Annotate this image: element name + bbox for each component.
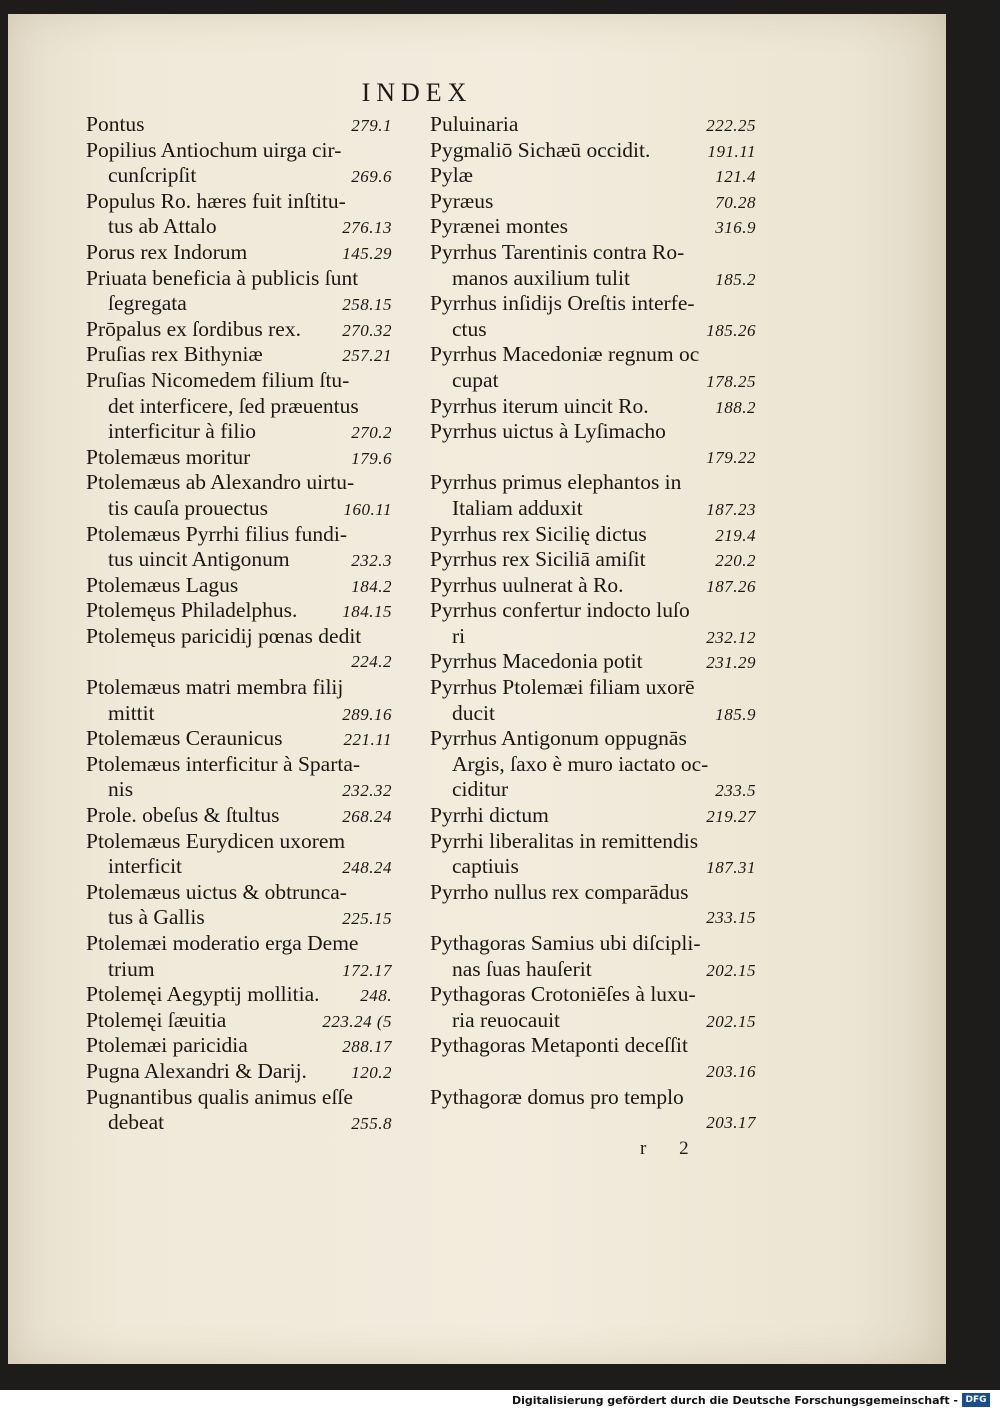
page-reference: 257.21 (342, 346, 392, 366)
entry-text-line: Ptolemæus uictus & obtrunca- (86, 879, 347, 904)
page-reference: 220.2 (715, 551, 756, 571)
entry-text: ri (452, 623, 466, 648)
entry-last-line (430, 138, 756, 164)
entry-last-line (86, 777, 392, 803)
index-entry (86, 803, 392, 829)
entry-last-line (430, 163, 756, 189)
index-entry (430, 982, 756, 1033)
entry-last-line (430, 649, 756, 675)
page-reference: 202.15 (706, 960, 756, 980)
entry-text-line: Pyrrhus inſidijs Oreſtis interfe- (430, 291, 695, 316)
page-reference: 224.2 (351, 652, 392, 672)
index-entry (86, 189, 392, 240)
footer-credit: Digitalisierung gefördert durch die Deutsche Forschungsgemeinschaft - (511, 1394, 958, 1407)
index-entry (86, 982, 392, 1008)
entry-text: manos auxilium tulit (452, 265, 630, 290)
entry-last-line (430, 317, 756, 343)
entry-text: Pyrænei montes (430, 214, 568, 239)
entry-text-line: Priuata beneficia à publicis ſunt (86, 265, 359, 290)
entry-text-line: Pythagoras Samius ubi diſcipli- (430, 931, 701, 955)
entry-last-line (430, 189, 756, 215)
index-entry (86, 266, 392, 317)
page-reference: 270.2 (351, 423, 392, 443)
entry-text: ducit (452, 700, 495, 725)
signature-mark: r 2 (640, 1138, 703, 1159)
entry-text: ciditur (452, 777, 509, 802)
entry-last-line (86, 573, 392, 599)
index-entry (430, 419, 756, 470)
index-entry (430, 189, 756, 215)
entry-last-line (86, 496, 392, 522)
entry-text: Italiam adduxit (452, 495, 583, 520)
entry-text-line: det interficere, ſed præuentus (108, 393, 359, 418)
entry-last-line (430, 701, 756, 727)
index-entry (86, 829, 392, 880)
entry-last-line (86, 598, 392, 624)
index-entry (430, 214, 756, 240)
index-entry (430, 112, 756, 138)
page-reference: 288.17 (342, 1037, 392, 1057)
index-entry (86, 368, 392, 445)
page-reference: 178.25 (706, 371, 756, 391)
entry-last-line (86, 240, 392, 266)
entry-text: cunſcripſit (108, 163, 197, 188)
entry-text: Pyrrhus iterum uincit Ro. (430, 393, 649, 418)
entry-last-line (86, 163, 392, 189)
page-reference: 276.13 (342, 218, 392, 238)
entry-text: trium (108, 956, 155, 981)
entry-text: ria reuocauit (452, 1007, 561, 1032)
index-entry (430, 829, 756, 880)
index-entry (86, 138, 392, 189)
index-entry (430, 394, 756, 420)
index-entry (430, 1033, 756, 1084)
entry-text: tus uincit Antigonum (108, 547, 290, 572)
entry-text: Pyrrhus uulnerat à Ro. (430, 572, 624, 597)
page-reference: 184.15 (342, 602, 392, 622)
entry-last-line (86, 957, 392, 983)
entry-last-line (430, 854, 756, 880)
page-reference: 232.32 (342, 781, 392, 801)
index-entry (430, 291, 756, 342)
index-entry (430, 240, 756, 291)
entry-last-line (430, 1110, 756, 1136)
index-entry (430, 342, 756, 393)
page-reference: 219.4 (715, 525, 756, 545)
entry-text: tus ab Attalo (108, 214, 217, 239)
entry-last-line (430, 445, 756, 471)
page-reference: 269.6 (351, 167, 392, 187)
index-entry (430, 163, 756, 189)
entry-last-line (430, 1059, 756, 1085)
page-reference: 179.22 (706, 447, 756, 467)
entry-last-line (430, 266, 756, 292)
entry-text-line: Ptolemæus interficitur à Sparta- (86, 751, 361, 776)
page-reference: 255.8 (351, 1114, 392, 1134)
index-entry (86, 240, 392, 266)
entry-text: Ptolemęi Aegyptij mollitia. (86, 982, 320, 1007)
entry-last-line (430, 214, 756, 240)
entry-text: Ptolemęus Philadelphus. (86, 598, 298, 623)
entry-last-line (86, 803, 392, 829)
entry-last-line (86, 1110, 392, 1136)
entry-last-line (86, 342, 392, 368)
page-reference: 231.29 (706, 653, 756, 673)
entry-text: cupat (452, 367, 499, 392)
entry-last-line (430, 368, 756, 394)
page-reference: 268.24 (342, 807, 392, 827)
entry-last-line (430, 1008, 756, 1034)
entry-last-line (430, 394, 756, 420)
index-entry (86, 752, 392, 803)
page-reference: 202.15 (706, 1011, 756, 1031)
entry-last-line (86, 112, 392, 138)
page-reference: 184.2 (351, 576, 392, 596)
entry-text: Pyrrhus Macedonia potit (430, 649, 643, 674)
page-reference: 187.31 (706, 858, 756, 878)
entry-text-line: Popilius Antiochum uirga cir- (86, 137, 342, 162)
page-reference: 188.2 (715, 397, 756, 417)
entry-text: Pontus (86, 112, 145, 136)
page-reference: 179.6 (351, 448, 392, 468)
entry-last-line (86, 905, 392, 931)
entry-last-line (430, 905, 756, 931)
entry-last-line (86, 1033, 392, 1059)
page-reference: 160.11 (343, 499, 392, 519)
entry-text: interficit (108, 854, 183, 879)
entry-text-line: Ptolemæus Eurydicen uxorem (86, 828, 346, 853)
index-entry (86, 342, 392, 368)
entry-last-line (430, 573, 756, 599)
entry-last-line (430, 547, 756, 573)
entry-last-line (86, 701, 392, 727)
entry-text: Pyrrhus rex Sicilię dictus (430, 521, 647, 546)
page-header: INDEX (361, 78, 473, 107)
entry-text: Porus rex Indorum (86, 239, 248, 264)
index-entry (86, 1033, 392, 1059)
entry-text: Prōpalus ex ſordibus rex. (86, 316, 301, 341)
page-reference: 316.9 (715, 218, 756, 238)
index-entry (86, 522, 392, 573)
page-reference: 185.26 (706, 320, 756, 340)
entry-last-line (86, 547, 392, 573)
entry-last-line (86, 214, 392, 240)
entry-text-line: Ptolemæi moderatio erga Deme (86, 931, 359, 955)
entry-text: debeat (108, 1110, 165, 1135)
entry-text: Prole. obeſus & ſtultus (86, 803, 280, 828)
entry-text: Ptolemæus Lagus (86, 572, 239, 597)
entry-text-line: Pythagoras Crotoniēſes à luxu- (430, 982, 696, 1007)
index-entry (430, 598, 756, 649)
index-entry (86, 317, 392, 343)
dfg-logo: DFG (962, 1393, 990, 1407)
entry-last-line (430, 957, 756, 983)
page-reference: 203.17 (706, 1113, 756, 1133)
entry-text-line: Ptolemæus ab Alexandro uirtu- (86, 470, 355, 495)
entry-text: Ptolemęi ſæuitia (86, 1007, 227, 1032)
entry-text: ſegregata (108, 291, 187, 316)
index-entry (430, 675, 756, 726)
page-reference: 248.24 (342, 858, 392, 878)
page-reference: 185.2 (715, 269, 756, 289)
entry-last-line (86, 1008, 392, 1034)
page-reference: 289.16 (342, 704, 392, 724)
page-reference: 232.3 (351, 551, 392, 571)
entry-text-line: Pyrrhi liberalitas in remittendis (430, 828, 699, 853)
index-entry (86, 598, 392, 624)
entry-text-line: Pruſias Nicomedem filium ſtu- (86, 367, 350, 392)
entry-last-line (430, 803, 756, 829)
index-entry (430, 470, 756, 521)
entry-text: Pugna Alexandri & Darij. (86, 1058, 307, 1083)
page-reference: 145.29 (342, 243, 392, 263)
index-entry (86, 624, 392, 675)
entry-last-line (86, 982, 392, 1008)
entry-text-line: Pyrrhus confertur indocto luſo (430, 598, 690, 623)
entry-last-line (86, 445, 392, 471)
page-reference: 121.4 (715, 167, 756, 187)
entry-text: Pylæ (430, 163, 474, 188)
entry-text-line: Pyrrho nullus rex comparādus (430, 879, 689, 904)
index-column-right (430, 112, 756, 1136)
page-reference: 185.9 (715, 704, 756, 724)
page-reference: 203.16 (706, 1061, 756, 1081)
index-entry (86, 931, 392, 982)
entry-text-line: Ptolemæus matri membra filij (86, 675, 344, 700)
page-reference: 233.5 (715, 781, 756, 801)
page-reference: 70.28 (715, 192, 756, 212)
entry-last-line (430, 112, 756, 138)
index-entry (86, 573, 392, 599)
entry-text: captiuis (452, 854, 519, 879)
index-entry (86, 675, 392, 726)
index-entry (430, 803, 756, 829)
index-entry (86, 470, 392, 521)
index-entry (430, 573, 756, 599)
entry-text: ctus (452, 316, 487, 341)
index-entry (86, 1085, 392, 1136)
entry-last-line (430, 496, 756, 522)
entry-text-line: Ptolemęus paricidij pœnas dedit (86, 623, 362, 648)
index-entry (86, 726, 392, 752)
footer-bar (0, 1390, 1000, 1411)
page-reference: 222.25 (706, 116, 756, 135)
entry-text: mittit (108, 700, 155, 725)
entry-text-line: Pythagoras Metaponti deceſſit (430, 1033, 688, 1058)
page-reference: 187.23 (706, 499, 756, 519)
entry-last-line (86, 649, 392, 675)
entry-text: Puluinaria (430, 112, 519, 136)
entry-text-line: Pythagoræ domus pro templo (430, 1084, 684, 1109)
entry-text-line: Pyrrhus primus elephantos in (430, 470, 682, 495)
page-reference: 258.15 (342, 295, 392, 315)
index-entry (430, 522, 756, 548)
entry-last-line (430, 522, 756, 548)
entry-text-line: Pyrrhus Tarentinis contra Ro- (430, 239, 685, 264)
entry-text-line: Pyrrhus Macedoniæ regnum oc (430, 342, 700, 367)
entry-last-line (86, 317, 392, 343)
index-entry (86, 1059, 392, 1085)
entry-text: Pygmaliō Sichæū occidit. (430, 137, 651, 162)
page-reference: 248. (360, 986, 392, 1006)
entry-text-line: Pyrrhus Ptolemæi filiam uxorē (430, 675, 695, 700)
entry-text-line: Pyrrhus uictus à Lyſimacho (430, 419, 666, 444)
entry-text: Pyrrhi dictum (430, 803, 549, 828)
entry-text: Ptolemæus moritur (86, 444, 251, 469)
page-reference: 187.26 (706, 576, 756, 596)
index-entry (86, 112, 392, 138)
entry-text: Ptolemæi paricidia (86, 1033, 248, 1058)
index-entry (430, 138, 756, 164)
index-entry (430, 1085, 756, 1136)
entry-text-line: Pyrrhus Antigonum oppugnās (430, 726, 687, 751)
entry-last-line (86, 1059, 392, 1085)
entry-text: Pyrrhus rex Siciliā amiſit (430, 547, 646, 572)
index-entry (86, 1008, 392, 1034)
index-entry (430, 726, 756, 803)
entry-text: tis cauſa prouectus (108, 495, 269, 520)
page-reference: 233.15 (706, 908, 756, 928)
entry-text: nas ſuas hauſerit (452, 956, 592, 981)
index-entry (430, 547, 756, 573)
page-reference: 172.17 (342, 960, 392, 980)
page-reference: 223.24 (5 (322, 1011, 392, 1031)
index-entry (430, 880, 756, 931)
entry-text: Pyræus (430, 188, 494, 213)
entry-text: interficitur à filio (108, 419, 257, 444)
page-reference: 191.11 (707, 141, 756, 161)
page-reference: 270.32 (342, 320, 392, 340)
index-entry (86, 445, 392, 471)
page-reference: 232.12 (706, 627, 756, 647)
entry-last-line (86, 291, 392, 317)
entry-text: nis (108, 777, 134, 802)
page-reference: 279.1 (351, 116, 392, 135)
page-reference: 221.11 (343, 730, 392, 750)
index-column-left (86, 112, 392, 1136)
entry-last-line (430, 777, 756, 803)
page-reference: 225.15 (342, 909, 392, 929)
page-reference: 219.27 (706, 807, 756, 827)
entry-text-line: Pugnantibus qualis animus eſſe (86, 1084, 353, 1109)
entry-last-line (430, 624, 756, 650)
index-entry (430, 931, 756, 982)
entry-last-line (86, 854, 392, 880)
entry-last-line (86, 419, 392, 445)
entry-text: tus à Gallis (108, 905, 205, 930)
entry-text: Ptolemæus Ceraunicus (86, 726, 283, 751)
entry-last-line (86, 726, 392, 752)
entry-text-line: Ptolemæus Pyrrhi filius fundi- (86, 521, 347, 546)
page-reference: 120.2 (351, 1062, 392, 1082)
index-entry (430, 649, 756, 675)
index-entry (86, 880, 392, 931)
entry-text-line: Populus Ro. hæres fuit inſtitu- (86, 188, 346, 213)
entry-text-line: Argis, ſaxo è muro iactato oc- (452, 751, 709, 776)
entry-text: Pruſias rex Bithyniæ (86, 342, 263, 367)
